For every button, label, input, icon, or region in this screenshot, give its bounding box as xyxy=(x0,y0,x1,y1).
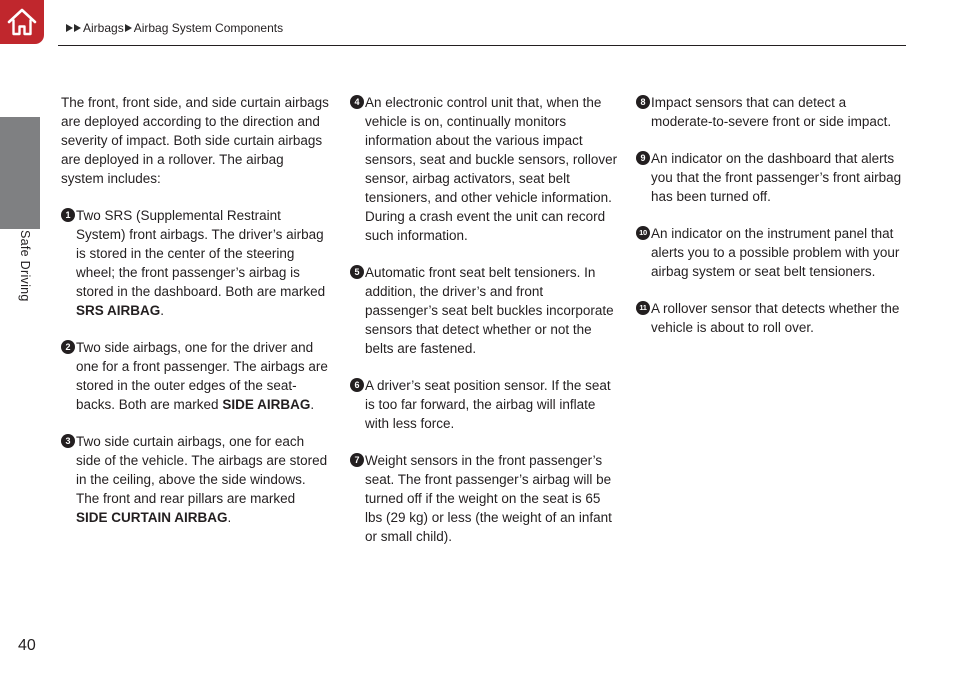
item-bold-label: SIDE CURTAIN AIRBAG xyxy=(76,510,228,525)
content-column-3 xyxy=(636,93,906,337)
item-text: An indicator on the instrument panel that alerts you to a possible problem with your airbag system or seat belt tensioners. xyxy=(651,226,900,279)
breadcrumb xyxy=(66,19,283,37)
list-item xyxy=(61,338,329,414)
item-text: Weight sensors in the front passenger’s seat. The front passenger’s airbag will be turned off if the weight on the seat is 65 lbs (29 kg) or less (the weight of an infant or small child). xyxy=(365,453,612,544)
home-icon xyxy=(6,7,38,37)
item-number-badge: 6 xyxy=(350,378,364,392)
item-bold-label: SRS AIRBAG xyxy=(76,303,161,318)
page-number: 40 xyxy=(18,637,36,654)
item-number-badge: 3 xyxy=(61,434,75,448)
list-item xyxy=(350,376,618,433)
item-number-badge: 2 xyxy=(61,340,75,354)
sidebar-section-label: Safe Driving xyxy=(18,230,32,302)
list-item xyxy=(61,432,329,527)
item-text: Two side airbags, one for the driver and one for a front passenger. The airbags are stored in the outer edges of the seat-backs. Both are marked xyxy=(76,340,328,412)
item-text-tail: . xyxy=(227,510,232,525)
item-text: Impact sensors that can detect a moderate-to-severe front or side impact. xyxy=(651,95,892,129)
breadcrumb-link-airbags[interactable]: Airbags xyxy=(83,21,124,35)
breadcrumb-arrow-icon xyxy=(66,24,73,32)
item-number-badge: 5 xyxy=(350,265,364,279)
breadcrumb-current-page: Airbag System Components xyxy=(133,21,284,35)
intro-paragraph: The front, front side, and side curtain airbags are deployed according to the direction and severity of impact. Both side curtain airbags are deployed in a rollover. The airbag system includes: xyxy=(61,95,329,186)
item-bold-label: SIDE AIRBAG xyxy=(222,397,311,412)
breadcrumb-arrow-icon xyxy=(125,24,132,32)
list-item xyxy=(636,93,906,131)
item-text: Two SRS (Supplemental Restraint System) front airbags. The driver’s airbag is stored in the center of the steering wheel; the front passenger’s airbag is stored in the dashboard. Both are marked xyxy=(76,208,326,299)
item-number-badge: 1 xyxy=(61,208,75,222)
sidebar-section-tab[interactable] xyxy=(0,117,40,229)
list-item xyxy=(350,263,618,358)
item-text-tail: . xyxy=(160,303,165,318)
item-number-badge: 9 xyxy=(636,151,650,165)
item-text: A driver’s seat position sensor. If the seat is too far forward, the airbag will inflate with less force. xyxy=(365,378,611,431)
item-text-tail: . xyxy=(310,397,315,412)
item-number-badge: 4 xyxy=(350,95,364,109)
list-item xyxy=(636,224,906,281)
list-item xyxy=(636,299,906,337)
item-number-badge: 7 xyxy=(350,453,364,467)
home-button[interactable] xyxy=(0,0,44,44)
breadcrumb-arrow-icon xyxy=(74,24,81,32)
list-item xyxy=(350,451,618,546)
header-divider xyxy=(58,45,906,46)
item-text: Two side curtain airbags, one for each side of the vehicle. The airbags are stored in the ceiling, above the side windows. The front and rear pillars are marked xyxy=(76,434,328,506)
item-text: An electronic control unit that, when the vehicle is on, continually monitors information about the various impact sensors, seat and buckle sensors, rollover sensor, airbag activators, seat belt tensioners, and other vehicle information. During a crash event the unit can record such information. xyxy=(365,95,618,243)
item-number-badge: 11 xyxy=(636,301,650,315)
list-item xyxy=(61,206,329,320)
item-number-badge: 10 xyxy=(636,226,650,240)
content-column-2 xyxy=(350,93,618,546)
list-item xyxy=(636,149,906,206)
content-column-1 xyxy=(61,93,329,527)
item-text: A rollover sensor that detects whether the vehicle is about to roll over. xyxy=(651,301,900,335)
item-text: Automatic front seat belt tensioners. In addition, the driver’s and front passenger’s seat belt buckles incorporate sensors that detect whether or not the belts are fastened. xyxy=(365,265,614,356)
item-text: An indicator on the dashboard that alerts you that the front passenger’s front airbag has been turned off. xyxy=(651,151,902,204)
item-number-badge: 8 xyxy=(636,95,650,109)
list-item xyxy=(350,93,618,245)
